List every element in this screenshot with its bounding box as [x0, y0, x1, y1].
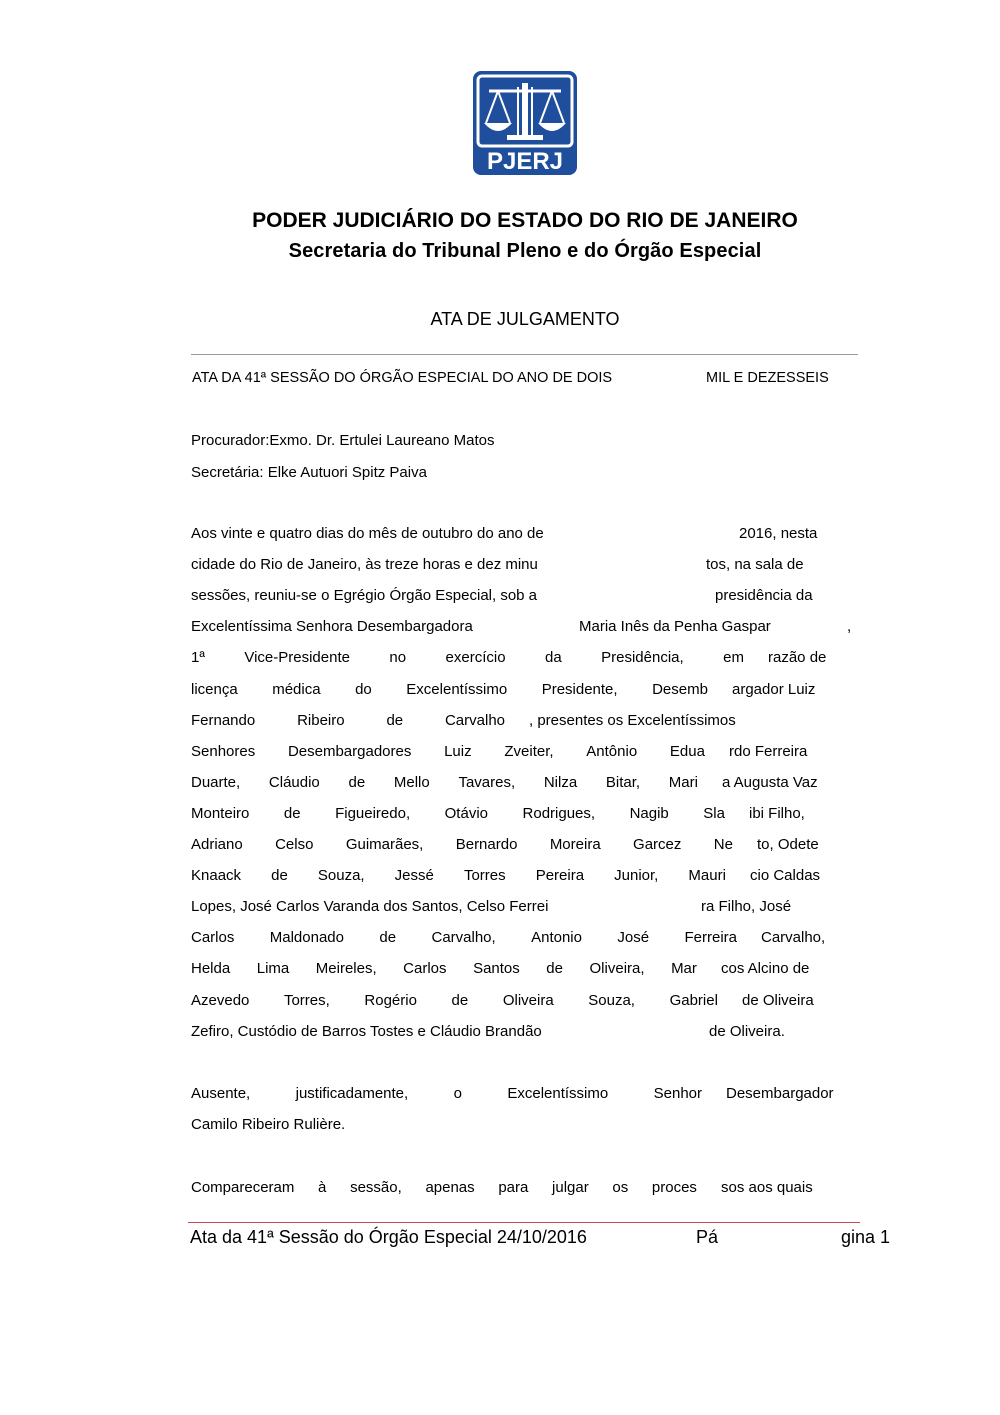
word: Nagib — [629, 804, 669, 822]
line-text-right: ibi Filho, — [749, 804, 805, 822]
line-text-comma: , — [847, 618, 852, 636]
word: Senhores — [191, 742, 256, 760]
line-text-right: tos, na sala de — [706, 556, 804, 574]
top-divider — [191, 354, 858, 355]
word: em — [723, 649, 744, 667]
line-text-right: Maria Inês da Penha Gaspar — [579, 618, 771, 636]
line-text-right: cos Alcino de — [721, 960, 810, 978]
footer-page-number: gina 1 — [840, 1227, 890, 1247]
word: licença — [191, 680, 238, 698]
paragraph1-line — [191, 649, 858, 669]
secretaria-line: Secretária: Elke Autuori Spitz Paiva — [191, 464, 427, 481]
word: Helda — [191, 960, 231, 978]
line-text-left: Excelentíssima Senhora Desembargadora — [191, 618, 473, 636]
word: Pereira — [535, 867, 585, 885]
line-text-left: Zefiro, Custódio de Barros Tostes e Cláudio Brandão — [191, 1022, 542, 1040]
line-text-left — [191, 774, 698, 791]
paragraph1-line — [191, 898, 858, 918]
paragraph1-line — [191, 992, 858, 1012]
line-text-left — [191, 712, 505, 729]
word: Ribeiro — [297, 711, 345, 729]
word: Desembargadores — [287, 742, 412, 760]
paragraph1-line — [191, 712, 858, 732]
word: Souza, — [317, 867, 365, 885]
word: Fernando — [191, 711, 256, 729]
word: Vice-Presidente — [244, 649, 350, 667]
paragraph1-line — [191, 1023, 858, 1043]
word: Nilza — [543, 773, 578, 791]
paragraph3-line — [191, 1179, 858, 1199]
word: Bitar, — [605, 773, 641, 791]
line-text-left — [191, 867, 726, 884]
word: Mello — [393, 773, 430, 791]
word: Maldonado — [269, 929, 344, 947]
word: no — [389, 649, 407, 667]
line-text-left — [191, 836, 733, 853]
word: Carvalho, — [431, 929, 496, 947]
header-line1: PODER JUDICIÁRIO DO ESTADO DO RIO DE JANEIRO — [252, 209, 798, 232]
word: do — [355, 680, 372, 698]
word: Mari — [668, 773, 698, 791]
word: Ferreira — [684, 929, 737, 947]
line-text-right: 2016, nesta — [739, 525, 818, 542]
line-text-right: to, Odete — [757, 836, 819, 853]
line-text-right: razão de — [768, 649, 827, 667]
word: Cláudio — [268, 773, 320, 791]
word: de — [386, 711, 404, 729]
word: Celso — [275, 836, 314, 853]
word: Mauri — [688, 867, 726, 885]
paragraph1-line — [191, 743, 858, 763]
word: Compareceram — [191, 1179, 295, 1196]
word: da — [545, 649, 562, 667]
word: de — [348, 773, 366, 791]
word: Adriano — [191, 836, 243, 853]
word: para — [498, 1179, 529, 1196]
word: Antonio — [531, 929, 582, 947]
word: Lima — [256, 960, 290, 978]
word: Meireles, — [315, 960, 377, 978]
line-text-right: argador Luiz — [732, 680, 816, 698]
header-line2: Secretaria do Tribunal Pleno e do Órgão Especial — [288, 240, 762, 262]
paragraph1-line — [191, 556, 858, 576]
line-text-right: rdo Ferreira — [729, 742, 808, 760]
word: Excelentíssimo — [406, 680, 508, 698]
word: Senhor — [653, 1085, 702, 1102]
session-part-a: ATA DA 41ª SESSÃO DO ÓRGÃO ESPECIAL DO ANO DE DOIS — [192, 370, 613, 386]
word: Oliveira, — [589, 960, 645, 978]
word: Excelentíssimo — [507, 1085, 609, 1102]
word: médica — [272, 680, 321, 698]
word: de — [283, 804, 301, 822]
word: Ne — [713, 836, 733, 853]
line-text-right: de Oliveira — [742, 991, 814, 1009]
paragraph1-line — [191, 836, 858, 856]
word: Desemb — [652, 680, 708, 698]
word: Antônio — [586, 742, 638, 760]
line-text-left: Aos vinte e quatro dias do mês de outubro do ano de — [191, 525, 544, 542]
word: Santos — [473, 960, 520, 978]
word: Edua — [669, 742, 705, 760]
word: Presidência, — [601, 649, 684, 667]
word: Gabriel — [669, 991, 718, 1009]
word: apenas — [425, 1179, 475, 1196]
word: exercício — [445, 649, 506, 667]
word: 1ª — [191, 649, 205, 667]
word: à — [318, 1179, 327, 1196]
word: Rogério — [364, 991, 417, 1009]
logo-text: PJERJ — [486, 148, 564, 175]
word: Knaack — [191, 867, 242, 885]
word: de — [271, 867, 288, 885]
line-text-right: Desembargador — [726, 1085, 834, 1102]
word: proces — [651, 1179, 697, 1196]
word: Otávio — [444, 804, 488, 822]
word: de — [379, 929, 397, 947]
footer-divider — [188, 1222, 860, 1223]
word: Rodrigues, — [522, 804, 596, 822]
line-text-left: Lopes, José Carlos Varanda dos Santos, Celso Ferrei — [191, 898, 549, 916]
line-text-right: presidência da — [715, 587, 813, 605]
line-text-right: , presentes os Excelentíssimos — [529, 711, 736, 729]
session-line — [192, 370, 829, 386]
word: Luiz — [444, 742, 472, 760]
footer-mid: Pá — [696, 1227, 719, 1247]
paragraph2-line — [191, 1116, 858, 1136]
word: Jessé — [394, 867, 434, 885]
line-text-right: cio Caldas — [750, 867, 821, 885]
word: sessão, — [350, 1179, 402, 1196]
paragraph1-line — [191, 960, 858, 980]
paragraph1-line — [191, 805, 858, 825]
paragraph1-line — [191, 929, 858, 949]
paragraph2-line — [191, 1085, 858, 1105]
paragraph1-line — [191, 587, 858, 607]
line-text-left — [191, 960, 697, 977]
word: Duarte, — [191, 773, 241, 791]
word: julgar — [552, 1179, 589, 1196]
paragraph1-line — [191, 681, 858, 701]
line-text-left — [191, 992, 718, 1009]
page-footer — [190, 1227, 890, 1251]
line-text-left — [191, 929, 737, 946]
word: Guimarães, — [345, 836, 424, 853]
pjerj-logo — [471, 69, 579, 177]
line-text-left — [191, 805, 725, 822]
line-text-left — [191, 1085, 702, 1102]
line-text-right: de Oliveira. — [709, 1022, 785, 1040]
word: Junior, — [614, 867, 659, 885]
word: Mar — [671, 960, 697, 978]
word: Souza, — [588, 991, 635, 1009]
word: Carlos — [191, 929, 235, 947]
word: Tavares, — [458, 773, 516, 791]
word: os — [612, 1179, 629, 1196]
line-text-left — [191, 1179, 697, 1196]
word: Monteiro — [191, 804, 250, 822]
line-text-left: Camilo Ribeiro Rulière. — [191, 1116, 346, 1134]
paragraph1-line — [191, 618, 858, 638]
line-text-right: a Augusta Vaz — [722, 773, 818, 791]
word: Sla — [703, 804, 725, 822]
paragraph1-line — [191, 525, 858, 545]
word: Figueiredo, — [335, 804, 411, 822]
word: Zveiter, — [504, 742, 554, 760]
word: Carvalho — [444, 711, 505, 729]
word: Presidente, — [541, 680, 618, 698]
word: Oliveira — [502, 991, 554, 1009]
line-text-right: ra Filho, José — [701, 898, 792, 916]
word: Moreira — [549, 836, 601, 853]
footer-left: Ata da 41ª Sessão do Órgão Especial 24/10/2016 — [190, 1227, 587, 1247]
word: Ausente, — [191, 1085, 251, 1102]
line-text-right: Carvalho, — [761, 929, 826, 947]
word: José — [617, 929, 650, 947]
procurador-line: Procurador:Exmo. Dr. Ertulei Laureano Matos — [191, 432, 495, 449]
word: justificadamente, — [295, 1085, 409, 1102]
word: o — [453, 1085, 462, 1102]
line-text-left — [191, 743, 705, 760]
paragraph1-line — [191, 774, 858, 794]
line-text-left: sessões, reuniu-se o Egrégio Órgão Especial, sob a — [191, 587, 538, 605]
word: Carlos — [403, 960, 447, 978]
word: de — [546, 960, 563, 978]
word: Azevedo — [191, 991, 250, 1009]
paragraph1-line — [191, 867, 858, 887]
line-text-left — [191, 681, 708, 698]
word: Torres — [463, 867, 506, 885]
word: de — [451, 991, 469, 1009]
line-text-left: cidade do Rio de Janeiro, às treze horas e dez minu — [191, 556, 538, 574]
document-title: ATA DE JULGAMENTO — [430, 309, 620, 329]
line-text-left — [191, 649, 744, 666]
word: Bernardo — [455, 836, 518, 853]
word: Torres, — [283, 991, 330, 1009]
word: Garcez — [633, 836, 682, 853]
line-text-right: sos aos quais — [721, 1179, 813, 1196]
session-part-b: MIL E DEZESSEIS — [706, 370, 829, 386]
